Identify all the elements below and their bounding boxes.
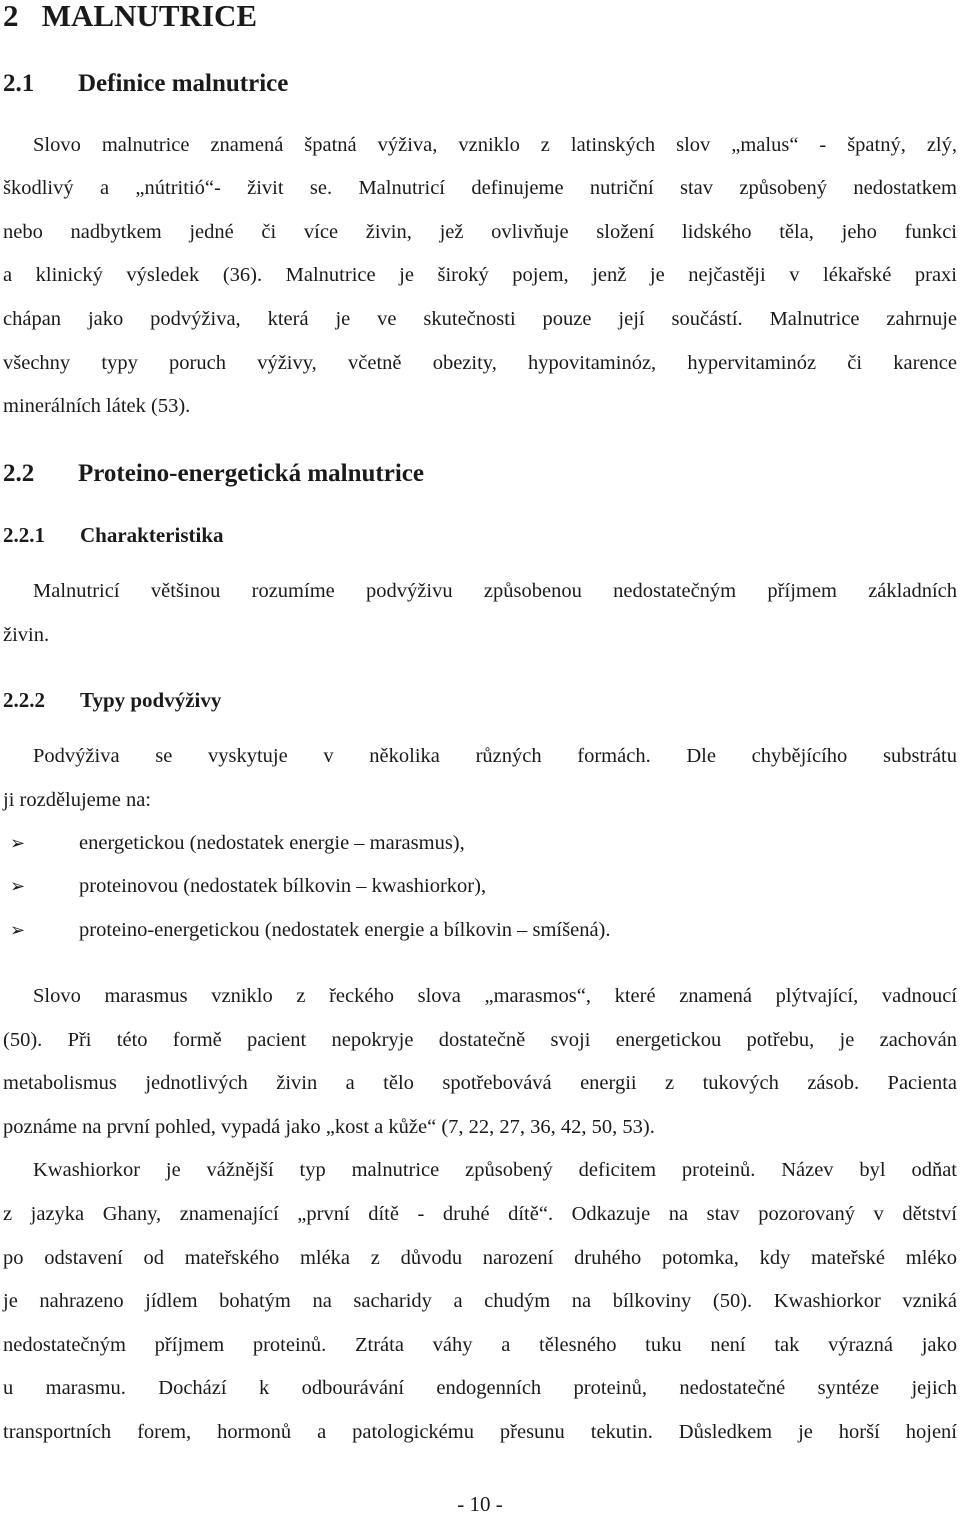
text-line: Kwashiorkor je vážnější typ malnutrice způsobený deficitem proteinů. Název byl odňat bbox=[33, 1159, 957, 1181]
section-heading-2-2 bbox=[3, 458, 424, 490]
section-title: Definice malnutrice bbox=[78, 70, 289, 97]
text-line: je nahrazeno jídlem bohatým na sacharidy a chudým na bílkoviny (50). Kwashiorkor vzniká bbox=[3, 1290, 957, 1312]
text-line: chápan jako podvýživa, která je ve skutečnosti pouze její součástí. Malnutrice zahrnuje bbox=[3, 308, 957, 330]
arrowhead-bullet-icon: ➢ bbox=[10, 920, 26, 941]
list-item bbox=[10, 915, 611, 946]
section-number: 2.2.2 bbox=[3, 688, 45, 712]
section-title: Proteino-energetická malnutrice bbox=[78, 460, 424, 487]
text-line: z jazyka Ghany, znamenající „první dítě - druhé dítě“. Odkazuje na stav pozorovaný v dětství bbox=[3, 1203, 957, 1225]
text-line: minerálních látek (53). bbox=[3, 395, 191, 417]
text-line: všechny typy poruch výživy, včetně obezity, hypovitaminóz, hypervitaminóz či karence bbox=[3, 352, 957, 374]
subsection-heading-2-2-2 bbox=[3, 686, 221, 714]
text-line: Podvýživa se vyskytuje v několika různých formách. Dle chybějícího substrátu bbox=[33, 745, 957, 767]
text-line: nedostatečným příjmem proteinů. Ztráta váhy a tělesného tuku není tak výrazná jako bbox=[3, 1334, 957, 1356]
text-line: živin. bbox=[3, 624, 50, 646]
chapter-heading bbox=[3, 0, 257, 36]
section-number: 2.2 bbox=[3, 460, 35, 487]
list-item-text: energetickou (nedostatek energie – marasmus), bbox=[79, 832, 465, 854]
list-item bbox=[10, 828, 465, 859]
section-number: 2.2.1 bbox=[3, 523, 45, 547]
text-line: nebo nadbytkem jedné či více živin, jež ovlivňuje složení lidského těla, jeho funkci bbox=[3, 221, 957, 243]
subsection-heading-2-2-1 bbox=[3, 521, 224, 549]
section-title: Charakteristika bbox=[80, 523, 224, 547]
text-line: ji rozdělujeme na: bbox=[3, 789, 151, 811]
text-line: metabolismus jednotlivých živin a tělo spotřebovává energii z tukových zásob. Pacienta bbox=[3, 1072, 957, 1094]
chapter-number: 2 bbox=[3, 0, 19, 33]
chapter-title: MALNUTRICE bbox=[41, 0, 258, 33]
text-line: po odstavení od mateřského mléka z důvodu narození druhého potomka, kdy mateřské mléko bbox=[3, 1247, 957, 1269]
text-line: a klinický výsledek (36). Malnutrice je široký pojem, jenž je nejčastěji v lékařské praxi bbox=[3, 264, 957, 286]
section-title: Typy podvýživy bbox=[80, 688, 222, 712]
section-heading-2-1 bbox=[3, 68, 288, 100]
arrowhead-bullet-icon: ➢ bbox=[10, 833, 26, 854]
list-item-text: proteino-energetickou (nedostatek energie a bílkovin – smíšená). bbox=[79, 919, 611, 941]
text-line: Slovo marasmus vzniklo z řeckého slova „marasmos“, které znamená plýtvající, vadnoucí bbox=[33, 985, 957, 1007]
text-line: (50). Při této formě pacient nepokryje dostatečně svoji energetickou potřebu, je zachován bbox=[3, 1029, 957, 1051]
list-item bbox=[10, 871, 486, 902]
text-line: u marasmu. Dochází k odbourávání endogenních proteinů, nedostatečné syntéze jejich bbox=[3, 1377, 957, 1399]
text-line: Malnutricí většinou rozumíme podvýživu způsobenou nedostatečným příjmem základních bbox=[33, 580, 957, 602]
page-number: - 10 - bbox=[457, 1492, 503, 1516]
text-line: poznáme na první pohled, vypadá jako „kost a kůže“ (7, 22, 27, 36, 42, 50, 53). bbox=[3, 1116, 655, 1138]
arrowhead-bullet-icon: ➢ bbox=[10, 876, 26, 897]
text-line: škodlivý a „nútritió“- živit se. Malnutricí definujeme nutriční stav způsobený nedostatkem bbox=[3, 177, 957, 199]
list-item-text: proteinovou (nedostatek bílkovin – kwashiorkor), bbox=[79, 875, 487, 897]
text-line: transportních forem, hormonů a patologickému přesunu tekutin. Důsledkem je horší hojení bbox=[3, 1421, 957, 1443]
text-line: Slovo malnutrice znamená špatná výživa, vzniklo z latinských slov „malus“ - špatný, zlý, bbox=[33, 134, 957, 156]
section-number: 2.1 bbox=[3, 70, 35, 97]
